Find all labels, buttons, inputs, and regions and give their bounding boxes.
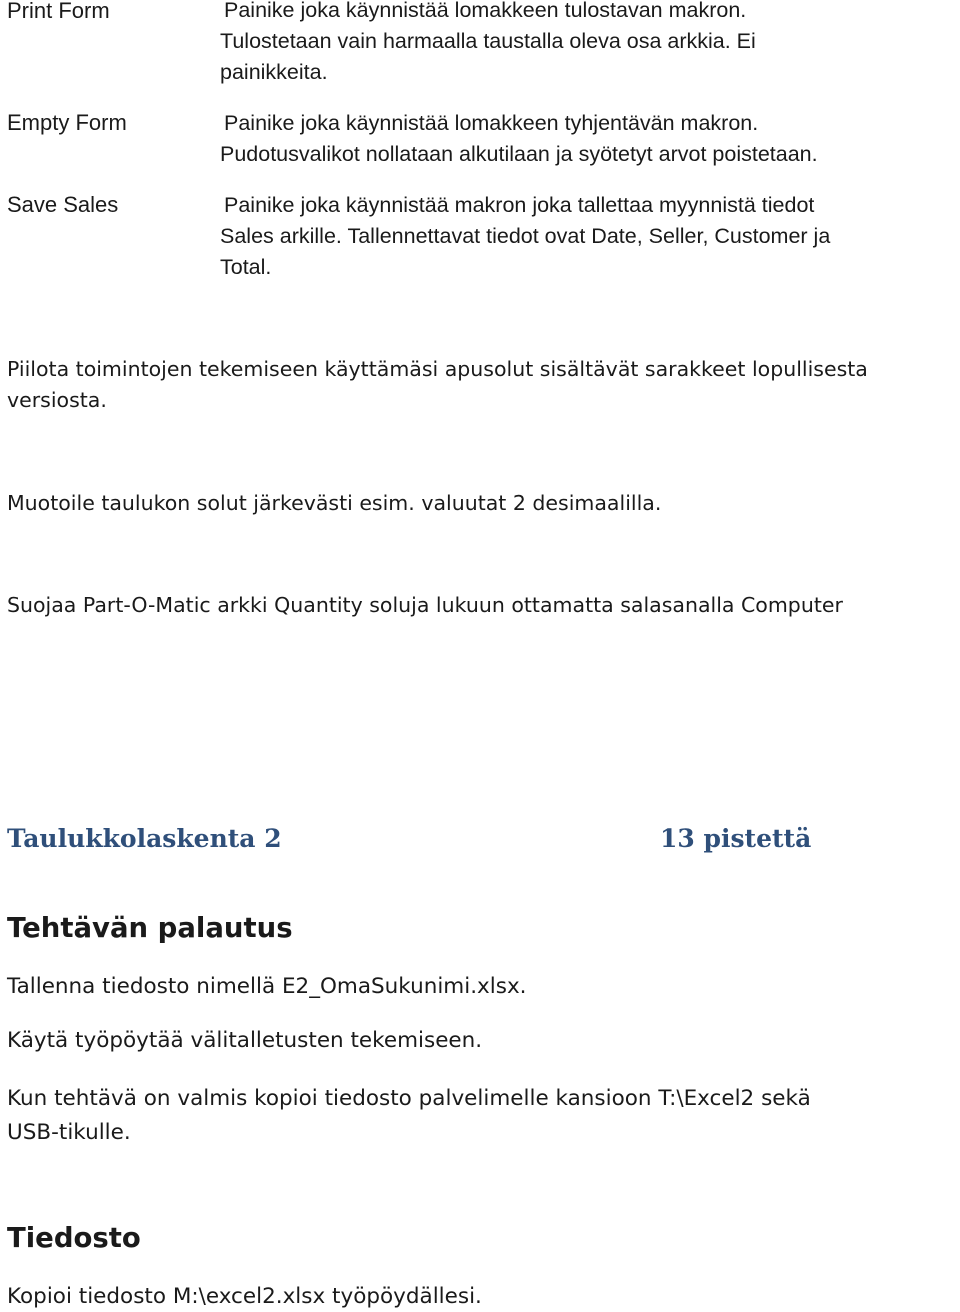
return-heading: Tehtävän palautus bbox=[7, 912, 293, 944]
description-line: Total. bbox=[220, 255, 272, 279]
desktop-instruction: Käytä työpöytää välitalletusten tekemiseen. bbox=[7, 1028, 483, 1053]
protect-sheet-instruction: Suojaa Part-O-Matic arkki Quantity soluja lukuun ottamatta salasanalla Computer bbox=[7, 593, 843, 617]
section-title: Taulukkolaskenta 2 bbox=[7, 824, 282, 853]
save-as-instruction: Tallenna tiedosto nimellä E2_OmaSukunimi.xlsx. bbox=[7, 974, 527, 999]
file-copy-instruction: Kopioi tiedosto M:\excel2.xlsx työpöydällesi. bbox=[7, 1284, 482, 1309]
description-line: Tulostetaan vain harmaalla taustalla oleva osa arkkia. Ei bbox=[220, 29, 756, 53]
instruction-line: Piilota toimintojen tekemiseen käyttämäsi apusolut sisältävät sarakkeet lopullisesta bbox=[7, 357, 868, 381]
copy-instruction bbox=[7, 1082, 811, 1150]
description-line: Painike joka käynnistää lomakkeen tyhjentävän makron. bbox=[224, 111, 759, 135]
instruction-line: USB-tikulle. bbox=[7, 1120, 131, 1145]
empty-form-label: Empty Form bbox=[7, 110, 127, 135]
hide-helpers-instruction bbox=[7, 354, 868, 416]
format-cells-instruction: Muotoile taulukon solut järkevästi esim. valuutat 2 desimaalilla. bbox=[7, 491, 662, 515]
print-form-label: Print Form bbox=[7, 0, 110, 23]
instruction-line: Kun tehtävä on valmis kopioi tiedosto palvelimelle kansioon T:\Excel2 sekä bbox=[7, 1086, 811, 1111]
description-line: Pudotusvalikot nollataan alkutilaan ja syötetyt arvot poistetaan. bbox=[220, 142, 818, 166]
file-heading: Tiedosto bbox=[7, 1222, 141, 1254]
save-sales-label: Save Sales bbox=[7, 192, 119, 217]
description-line: Painike joka käynnistää makron joka tallettaa myynnistä tiedot bbox=[224, 193, 815, 217]
empty-form-description bbox=[220, 108, 818, 170]
save-sales-description bbox=[220, 190, 830, 283]
print-form-description bbox=[220, 0, 756, 88]
instruction-line: versiosta. bbox=[7, 388, 107, 412]
description-line: painikkeita. bbox=[220, 60, 328, 84]
section-points: 13 pistettä bbox=[660, 824, 812, 853]
description-line: Sales arkille. Tallennettavat tiedot ovat Date, Seller, Customer ja bbox=[220, 224, 831, 248]
description-line: Painike joka käynnistää lomakkeen tulostavan makron. bbox=[224, 0, 747, 22]
